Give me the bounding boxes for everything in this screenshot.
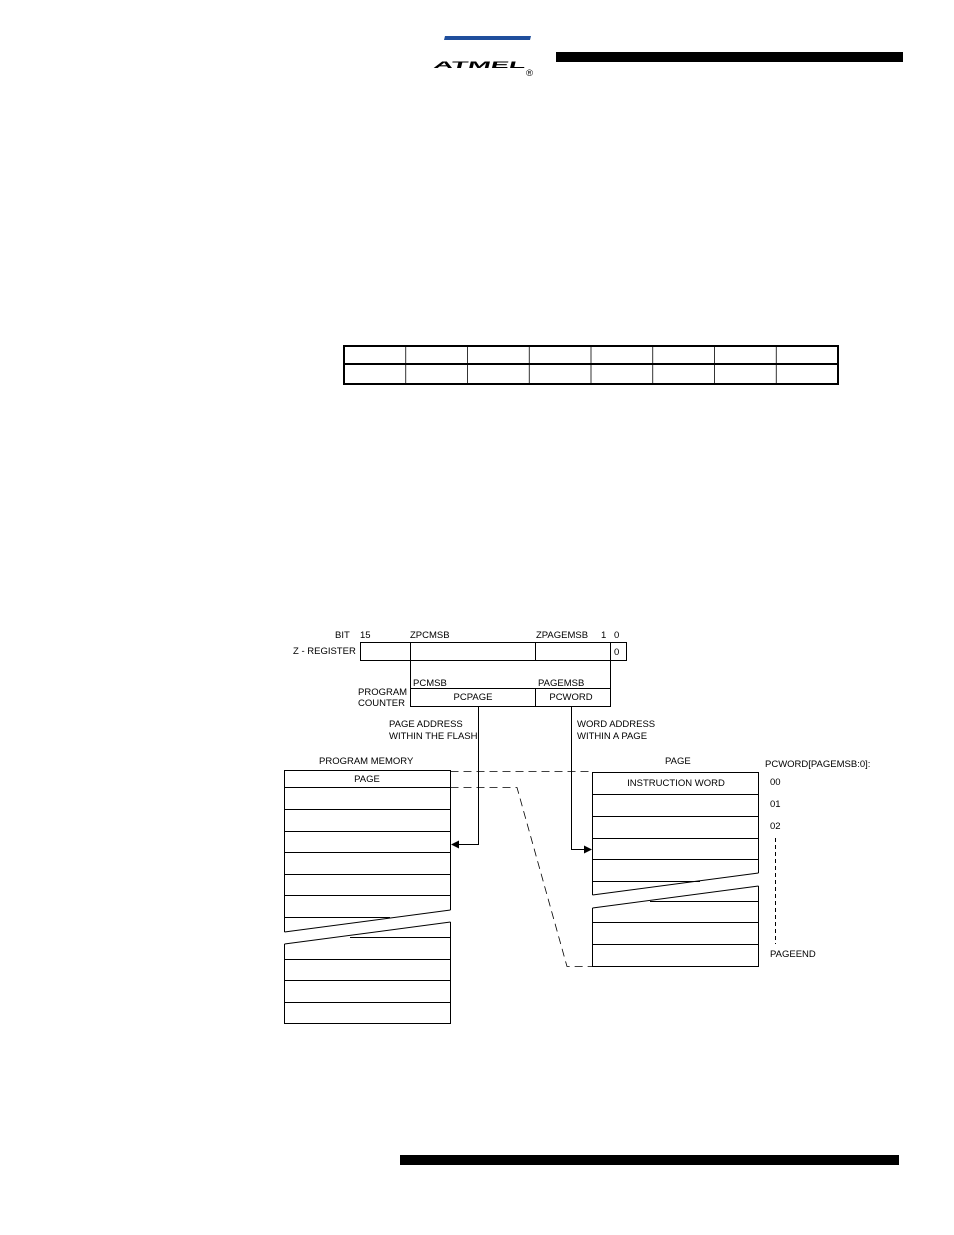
page-block (593, 773, 759, 967)
bit-15-label: 15 (360, 630, 371, 641)
pcword-label: PCWORD (549, 692, 593, 703)
z-register-label: Z - REGISTER (293, 646, 356, 657)
program-memory (285, 771, 451, 1024)
program-counter-label-line2: COUNTER (358, 698, 405, 709)
zpcmsb-label: ZPCMSB (410, 630, 450, 641)
z-register-high-field (361, 643, 411, 661)
bit-1-label: 1 (601, 630, 607, 641)
bit-label: BIT (335, 630, 350, 641)
z-register-pc-field (411, 643, 536, 661)
z-register-bit0-value: 0 (614, 647, 620, 658)
word-address-label-line1: WORD ADDRESS (577, 719, 656, 730)
program-memory-title: PROGRAM MEMORY (319, 756, 414, 767)
word-address-label-line2: WITHIN A PAGE (577, 731, 648, 742)
program-counter-label-line1: PROGRAM (358, 687, 408, 698)
page-title: PAGE (665, 756, 691, 767)
z-register (361, 643, 627, 661)
pcword-range-label: PCWORD[PAGEMSB:0]: (765, 759, 871, 770)
word-index-01: 01 (770, 799, 781, 810)
pcpage-label: PCPAGE (453, 692, 493, 703)
word-index-02: 02 (770, 821, 781, 832)
pagemsb-label: PAGEMSB (538, 678, 585, 689)
word-index-00: 00 (770, 777, 781, 788)
zpagemsb-label: ZPAGEMSB (536, 630, 589, 641)
pageend-label: PAGEEND (770, 949, 816, 960)
page-address-label-line2: WITHIN THE FLASH (389, 731, 478, 742)
z-register-page-field (536, 643, 611, 661)
atmel-logo-text: ATMEL (432, 60, 467, 71)
atmel-registered-mark: ® (526, 68, 533, 79)
page-first-row: INSTRUCTION WORD (627, 778, 725, 789)
pcmsb-label: PCMSB (413, 678, 447, 689)
program-memory-first-row: PAGE (354, 774, 380, 785)
page-address-label-line1: PAGE ADDRESS (389, 719, 463, 730)
bit-0-label: 0 (614, 630, 620, 641)
footer-bar (400, 1155, 899, 1165)
